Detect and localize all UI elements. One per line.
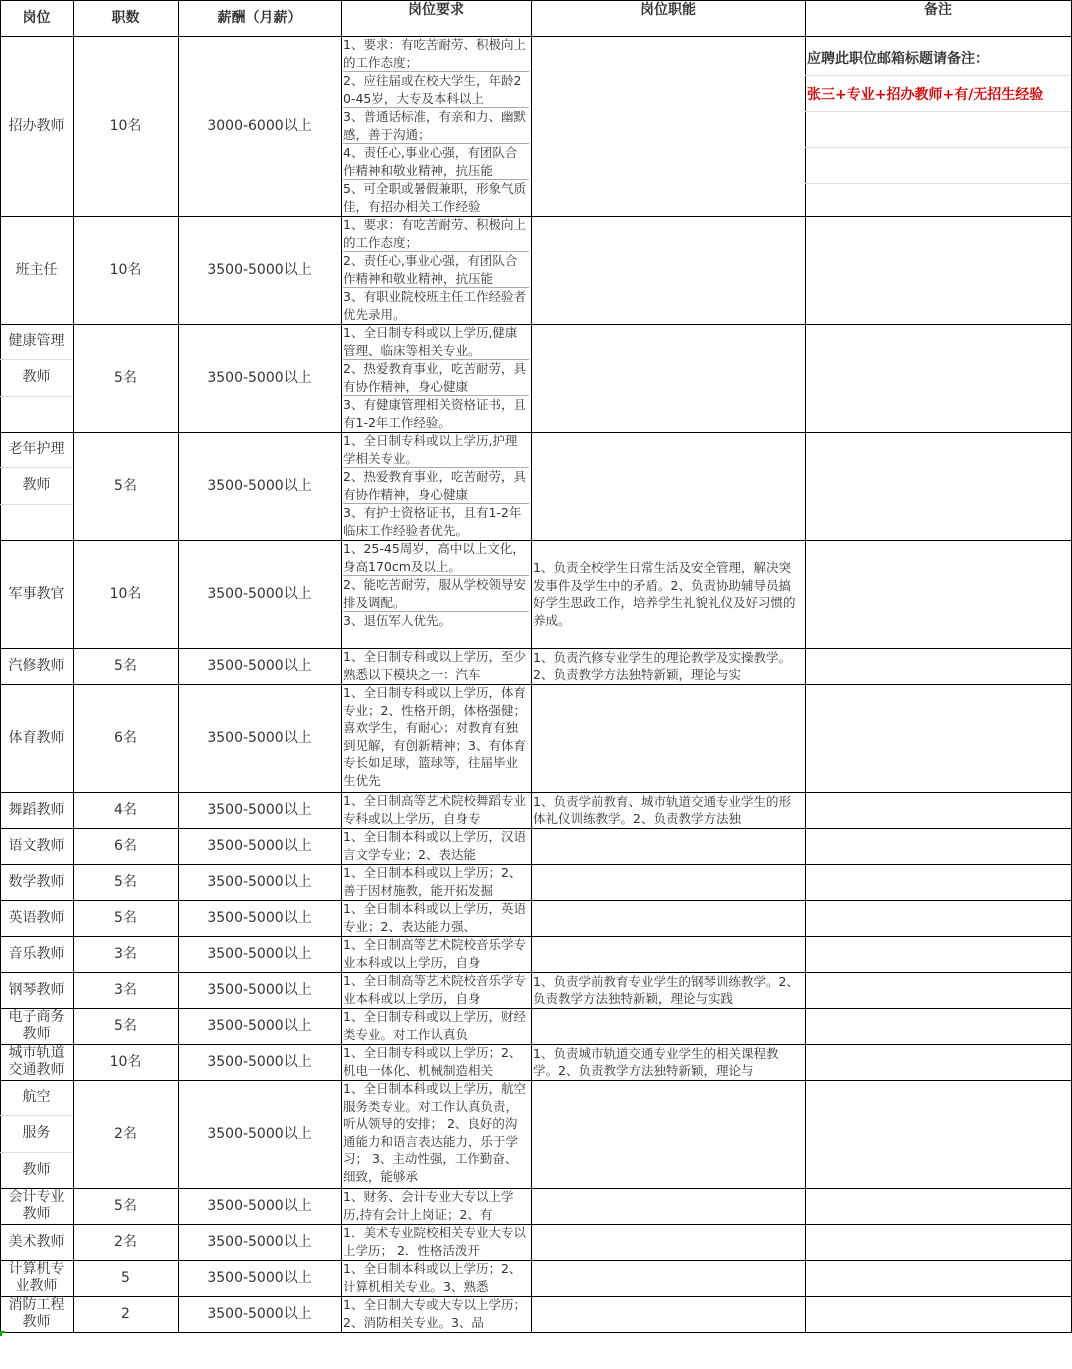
headcount-cell: 2名 — [73, 1080, 179, 1189]
position-line: 消防工程 — [8, 1297, 65, 1313]
position-cell — [0, 324, 74, 433]
position-line: 汽修教师 — [8, 657, 65, 674]
header-remarks: 备注 — [805, 0, 1072, 37]
position-line — [0, 397, 73, 432]
duties-cell — [531, 1188, 806, 1225]
salary-cell: 3500-5000以上 — [178, 1044, 342, 1081]
duties-cell — [531, 36, 806, 217]
position-line: 体育教师 — [8, 729, 65, 746]
remarks-cell — [805, 828, 1072, 865]
requirement-item: 1、全日制本科或以上学历；2、善于因材施教，能开拓发掘 — [343, 865, 522, 898]
remarks-blank-line — [805, 148, 1071, 184]
remarks-cell — [805, 1224, 1072, 1261]
position-cell — [0, 36, 74, 217]
position-line: 业教师 — [15, 1278, 58, 1294]
headcount-cell: 5名 — [73, 1188, 179, 1225]
remarks-cell — [805, 1188, 1072, 1225]
headcount-cell: 2 — [73, 1296, 179, 1333]
duties-cell — [531, 684, 806, 793]
position-line: 服务 — [0, 1116, 73, 1152]
salary-cell: 3500-5000以上 — [178, 828, 342, 865]
requirement-item: 1、全日制高等艺术院校舞蹈专业专科或以上学历，自身专 — [343, 793, 526, 826]
duties-cell — [531, 864, 806, 901]
position-cell — [0, 1008, 74, 1045]
salary-cell: 3500-5000以上 — [178, 972, 342, 1009]
duties-cell — [531, 216, 806, 325]
headcount-cell: 4名 — [73, 792, 179, 829]
remarks-cell — [805, 540, 1072, 649]
header-requirements: 岗位要求 — [341, 0, 532, 37]
requirement-item: 3、退伍军人优先。 — [343, 613, 451, 628]
headcount-cell: 6名 — [73, 684, 179, 793]
position-cell — [0, 684, 74, 793]
duties-text: 1、负责城市轨道交通专业学生的相关课程教学。2、负责教学方法独特新颖，理论与 — [533, 1045, 779, 1078]
salary-cell: 3500-5000以上 — [178, 324, 342, 433]
position-line: 音乐教师 — [8, 945, 65, 962]
remarks-cell — [805, 216, 1072, 325]
remarks-cell — [805, 1260, 1072, 1297]
requirements-cell — [341, 1296, 532, 1333]
requirements-cell — [341, 1188, 532, 1225]
position-cell — [0, 936, 74, 973]
position-line: 健康管理 — [0, 324, 73, 360]
position-cell — [0, 864, 74, 901]
requirement-item: 4、责任心,事业心强，有团队合作精神和敬业精神，抗压能 — [343, 144, 529, 180]
remarks-cell — [805, 1080, 1072, 1189]
position-cell — [0, 540, 74, 649]
requirements-cell — [341, 432, 532, 541]
salary-cell: 3500-5000以上 — [178, 432, 342, 541]
remarks-cell — [805, 936, 1072, 973]
position-cell — [0, 1260, 74, 1297]
position-line: 交通教师 — [8, 1062, 65, 1078]
requirements-cell — [341, 1080, 532, 1189]
duties-cell — [531, 936, 806, 973]
position-line: 航空 — [0, 1080, 73, 1116]
headcount-cell: 10名 — [73, 216, 179, 325]
duties-cell — [531, 828, 806, 865]
requirements-cell — [341, 864, 532, 901]
remarks-cell — [805, 792, 1072, 829]
headcount-cell: 5名 — [73, 648, 179, 685]
headcount-cell: 5名 — [73, 432, 179, 541]
requirement-item: 1、全日制本科或以上学历，英语专业；2、表达能力强、 — [343, 901, 526, 934]
salary-cell: 3500-5000以上 — [178, 936, 342, 973]
remarks-cell — [805, 324, 1072, 433]
requirement-item: 1、全日制本科或以上学历，航空服务类专业。对工作认真负责，听从领导的安排； 2、良好的沟通能力和语言表达能力，乐于学习； 3、主动性强，工作勤奋、细致，能够承 — [343, 1081, 526, 1184]
requirement-item: 1．美术专业院校相关专业大专以上学历； 2．性格活泼开 — [343, 1225, 526, 1258]
duties-text: 1、负责汽修专业学生的理论教学及实操教学。2、负责教学方法独特新颖，理论与实 — [533, 649, 791, 682]
position-line: 老年护理 — [0, 432, 73, 468]
salary-cell: 3500-5000以上 — [178, 864, 342, 901]
position-line: 教师 — [0, 468, 73, 504]
requirement-item: 1、要求：有吃苦耐劳、积极向上的工作态度； — [343, 36, 529, 72]
remarks-cell — [805, 684, 1072, 793]
requirement-item: 2、责任心,事业心强，有团队合作精神和敬业精神，抗压能 — [343, 252, 529, 288]
headcount-cell: 3名 — [73, 936, 179, 973]
requirement-item: 2、应往届或在校大学生，年龄20-45岁，大专及本科以上 — [343, 72, 529, 108]
position-line — [0, 505, 73, 540]
duties-cell — [531, 1044, 806, 1081]
requirement-item: 3、普通话标准，有亲和力、幽默感，善于沟通； — [343, 108, 529, 144]
position-cell — [0, 900, 74, 937]
position-line: 语文教师 — [8, 837, 65, 854]
requirement-item: 3、有护士资格证书，且有1-2年临床工作经验者优先。 — [343, 505, 522, 538]
remarks-cell — [805, 1296, 1072, 1333]
requirements-cell — [341, 324, 532, 433]
requirements-cell — [341, 936, 532, 973]
position-cell — [0, 216, 74, 325]
requirement-item: 1、全日制专科或以上学历，至少熟悉以下模块之一：汽车 — [343, 649, 526, 682]
salary-cell: 3500-5000以上 — [178, 1296, 342, 1333]
position-line: 教师 — [0, 360, 73, 396]
remarks-cell — [805, 972, 1072, 1009]
requirement-item: 2、能吃苦耐劳，服从学校领导安排及调配。 — [343, 576, 529, 612]
requirement-item: 1、25-45周岁，高中以上文化，身高170cm及以上。 — [343, 540, 529, 576]
requirement-item: 1、全日制专科或以上学历，体育专业；2、性格开朗，体格强健； 喜欢学生，有耐心；对教育有独到见解，有创新精神；3、有体育专长如足球，篮球等，往届毕业生优先 — [343, 685, 526, 788]
requirement-item: 1、要求：有吃苦耐劳、积极向上的工作态度； — [343, 216, 529, 252]
requirement-item: 1、全日制本科或以上学历，汉语言文学专业；2、表达能 — [343, 829, 526, 862]
headcount-cell: 2名 — [73, 1224, 179, 1261]
duties-cell — [531, 324, 806, 433]
requirement-item: 1、全日制专科或以上学历，财经类专业。对工作认真负 — [343, 1009, 526, 1042]
requirements-cell — [341, 1008, 532, 1045]
salary-cell: 3500-5000以上 — [178, 1080, 342, 1189]
position-line: 计算机专 — [8, 1261, 65, 1277]
position-line: 城市轨道 — [8, 1045, 65, 1061]
duties-text: 1、负责学前教育专业学生的钢琴训练教学。2、负责教学方法独特新颖，理论与实践 — [533, 973, 799, 1006]
position-line: 教师 — [22, 1026, 51, 1042]
position-line: 会计专业 — [8, 1189, 65, 1205]
position-line: 英语教师 — [8, 909, 65, 926]
remarks-cell — [805, 900, 1072, 937]
requirements-cell — [341, 684, 532, 793]
salary-cell: 3500-5000以上 — [178, 540, 342, 649]
headcount-cell: 10名 — [73, 1044, 179, 1081]
salary-cell: 3000-6000以上 — [178, 36, 342, 217]
position-cell — [0, 828, 74, 865]
requirement-item: 3、有健康管理相关资格证书，且有1-2年工作经验。 — [343, 397, 526, 430]
duties-text: 1、负责全校学生日常生活及安全管理，解决突发事件及学生中的矛盾。2、负责协助辅导员搞好学生思政工作，培养学生礼貌礼仪及好习惯的养成。 — [533, 560, 796, 628]
requirement-item: 2、热爱教育事业，吃苦耐劳，具有协作精神，身心健康 — [343, 468, 529, 504]
salary-cell: 3500-5000以上 — [178, 1224, 342, 1261]
salary-cell: 3500-5000以上 — [178, 684, 342, 793]
requirements-cell — [341, 540, 532, 649]
header-duties: 岗位职能 — [531, 0, 806, 37]
headcount-cell: 6名 — [73, 828, 179, 865]
position-line: 招办教师 — [8, 117, 65, 134]
cell-corner-marker — [0, 1331, 5, 1336]
duties-cell — [531, 792, 806, 829]
duties-cell — [531, 900, 806, 937]
position-line: 教师 — [22, 1206, 51, 1222]
requirement-item: 1、全日制专科或以上学历；2、机电一体化、机械制造相关 — [343, 1045, 522, 1078]
requirement-item: 1、全日制专科或以上学历,健康管理、临床等相关专业。 — [343, 324, 529, 360]
position-cell — [0, 1080, 74, 1189]
duties-cell — [531, 1260, 806, 1297]
position-cell — [0, 432, 74, 541]
position-line: 教师 — [22, 1161, 51, 1178]
headcount-cell: 5名 — [73, 864, 179, 901]
remarks-cell — [805, 36, 1072, 217]
requirements-cell — [341, 648, 532, 685]
salary-cell: 3500-5000以上 — [178, 1008, 342, 1045]
requirements-cell — [341, 36, 532, 217]
position-cell — [0, 792, 74, 829]
position-cell — [0, 1224, 74, 1261]
salary-cell: 3500-5000以上 — [178, 900, 342, 937]
salary-cell: 3500-5000以上 — [178, 1188, 342, 1225]
requirements-cell — [341, 900, 532, 937]
remarks-cell — [805, 1044, 1072, 1081]
remarks-cell — [805, 1008, 1072, 1045]
requirements-cell — [341, 972, 532, 1009]
salary-cell: 3500-5000以上 — [178, 216, 342, 325]
duties-cell — [531, 1008, 806, 1045]
requirement-item: 1、全日制高等艺术院校音乐学专业本科或以上学历，自身 — [343, 973, 526, 1006]
position-cell — [0, 972, 74, 1009]
salary-cell: 3500-5000以上 — [178, 792, 342, 829]
headcount-cell: 5名 — [73, 1008, 179, 1045]
duties-cell — [531, 1080, 806, 1189]
remarks-cell — [805, 864, 1072, 901]
remarks-cell — [805, 432, 1072, 541]
requirements-cell — [341, 216, 532, 325]
duties-cell — [531, 972, 806, 1009]
requirement-item: 1、财务、会计专业大专以上学历,持有会计上岗证；2、有 — [343, 1189, 514, 1222]
duties-cell — [531, 1224, 806, 1261]
position-line: 美术教师 — [8, 1233, 65, 1250]
remarks-cell — [805, 648, 1072, 685]
duties-cell — [531, 432, 806, 541]
duties-cell — [531, 540, 806, 649]
position-cell — [0, 1296, 74, 1333]
position-line: 舞蹈教师 — [8, 801, 65, 818]
position-line: 电子商务 — [8, 1009, 65, 1025]
salary-cell: 3500-5000以上 — [178, 648, 342, 685]
headcount-cell: 3名 — [73, 972, 179, 1009]
header-count: 职数 — [73, 0, 179, 37]
remarks-instruction: 应聘此职位邮箱标题请备注： — [805, 40, 1071, 76]
requirement-item: 1、全日制专科或以上学历,护理学相关专业。 — [343, 432, 529, 468]
requirements-cell — [341, 792, 532, 829]
duties-cell — [531, 648, 806, 685]
position-line: 数学教师 — [8, 873, 65, 890]
requirements-cell — [341, 1044, 532, 1081]
requirement-item: 1、全日制本科或以上学历；2、计算机相关专业。3、熟悉 — [343, 1261, 522, 1294]
requirements-cell — [341, 1260, 532, 1297]
headcount-cell: 5名 — [73, 324, 179, 433]
headcount-cell: 5 — [73, 1260, 179, 1297]
duties-text: 1、负责学前教育、城市轨道交通专业学生的形体礼仪训练教学。2、负责教学方法独 — [533, 793, 791, 826]
requirements-cell — [341, 828, 532, 865]
position-line: 钢琴教师 — [8, 981, 65, 998]
header-position: 岗位 — [0, 0, 74, 37]
requirement-item: 3、有职业院校班主任工作经验者优先录用。 — [343, 289, 526, 322]
requirement-item: 1、全日制大专或大专以上学历；2、消防相关专业。3、品 — [343, 1297, 526, 1330]
headcount-cell: 5名 — [73, 900, 179, 937]
headcount-cell: 10名 — [73, 540, 179, 649]
requirement-item: 2、热爱教育事业，吃苦耐劳，具有协作精神，身心健康 — [343, 360, 529, 396]
requirement-item: 5、可全职或暑假兼职，形象气质佳，有招办相关工作经验 — [343, 181, 526, 214]
position-line: 军事教官 — [8, 585, 65, 602]
headcount-cell: 10名 — [73, 36, 179, 217]
remarks-example-title: 张三+专业+招办教师+有/无招生经验 — [805, 76, 1071, 112]
header-salary: 薪酬（月薪） — [178, 0, 342, 37]
position-line: 班主任 — [15, 261, 58, 278]
salary-cell: 3500-5000以上 — [178, 1260, 342, 1297]
position-cell — [0, 1044, 74, 1081]
remarks-blank-line — [805, 112, 1071, 148]
duties-cell — [531, 1296, 806, 1333]
position-line: 教师 — [22, 1314, 51, 1330]
requirements-cell — [341, 1224, 532, 1261]
requirement-item: 1、全日制高等艺术院校音乐学专业本科或以上学历，自身 — [343, 937, 526, 970]
position-cell — [0, 648, 74, 685]
position-cell — [0, 1188, 74, 1225]
